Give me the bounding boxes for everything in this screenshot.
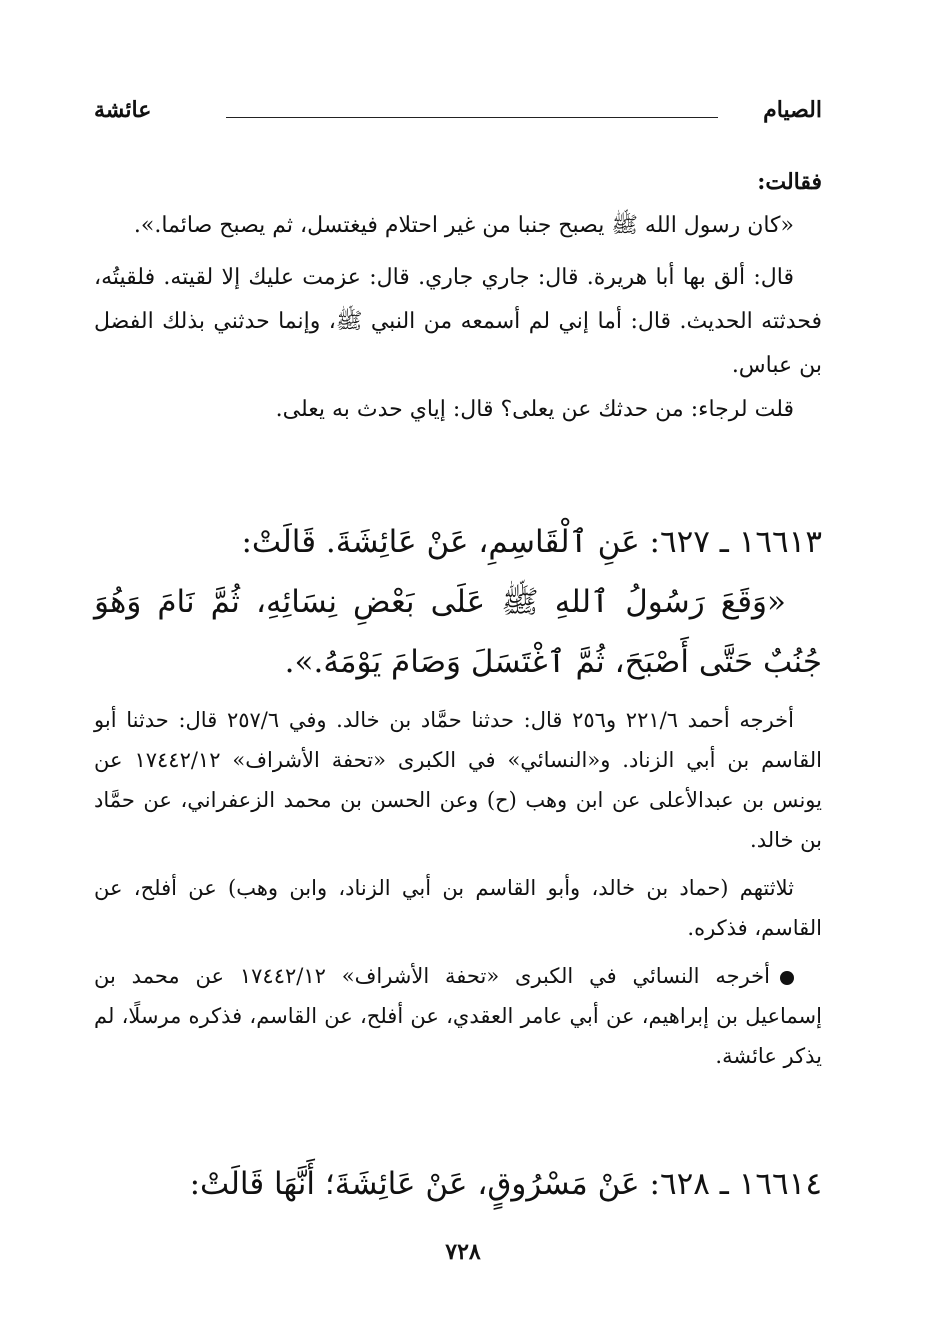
running-title: عائشة bbox=[94, 97, 152, 123]
page-number: ٧٢٨ bbox=[445, 1239, 481, 1265]
hadith-heading-628: ١٦٦١٤ ـ ٦٢٨: عَنْ مَسْرُوقٍ، عَنْ عَائِشَةَ؛ أَنَّهَا قَالَتْ: bbox=[189, 1166, 822, 1202]
takhrij-note-3 bbox=[94, 956, 822, 1076]
paragraph-narration: قال: ألق بها أبا هريرة. قال: جاري جاري. قال: عزمت عليك إلا لقيته. فلقيتُه، فحدثته الحديث. قال: أما إني لم أسمعه من النبي ﷺ، وإنما حدثني بذلك الفضل بن عباس. bbox=[94, 265, 822, 378]
hadith-heading-627: ١٦٦١٣ ـ ٦٢٧: عَنِ ٱلْقَاسِمِ، عَنْ عَائِشَةَ. قَالَتْ: bbox=[241, 524, 822, 560]
takhrij-note-2: ثلاثتهم (حماد بن خالد، وأبو القاسم بن أبي الزناد، وابن وهب) عن أفلح، عن القاسم، فذكره. bbox=[94, 876, 822, 940]
page-content bbox=[94, 160, 822, 1214]
bullet-icon bbox=[780, 971, 794, 985]
paragraph-quote: «كان رسول الله ﷺ يصبح جنبا من غير احتلام فيغتسل، ثم يصبح صائما.». bbox=[133, 213, 794, 238]
paragraph-raja: قلت لرجاء: من حدثك عن يعلى؟ قال: إياي حدث به يعلى. bbox=[275, 397, 794, 422]
header-rule bbox=[226, 117, 718, 118]
page-header bbox=[94, 94, 822, 134]
chapter-title: الصيام bbox=[763, 97, 822, 123]
paragraph-fa-qalat: فقالت: bbox=[757, 169, 822, 195]
hadith-text-627: «وَقَعَ رَسُولُ ٱللهِ ﷺ عَلَى بَعْضِ نِسَائِهِ، ثُمَّ نَامَ وَهُوَ جُنُبٌ حَتَّى أَصْبَحَ، ثُمَّ ٱغْتَسَلَ وَصَامَ يَوْمَهُ.». bbox=[94, 584, 822, 680]
takhrij-note-3-text: أخرجه النسائي في الكبرى «تحفة الأشراف» ١٧٤٤٢/١٢ عن محمد بن إسماعيل بن إبراهيم، عن أبي عامر العقدي، عن أفلح، عن القاسم، فذكره مرسلًا، لم يذكر عائشة. bbox=[94, 964, 822, 1068]
takhrij-note-1: أخرجه أحمد ٢٢١/٦ و٢٥٦ قال: حدثنا حمَّاد بن خالد. وفي ٢٥٧/٦ قال: حدثنا أبو القاسم بن أبي الزناد. و«النسائي» في الكبرى «تحفة الأشراف» ١٧٤٤٢/١٢ عن يونس بن عبدالأعلى عن ابن وهب (ح) وعن الحسن بن محمد الزعفراني، عن حمَّاد بن خالد. bbox=[94, 708, 822, 852]
